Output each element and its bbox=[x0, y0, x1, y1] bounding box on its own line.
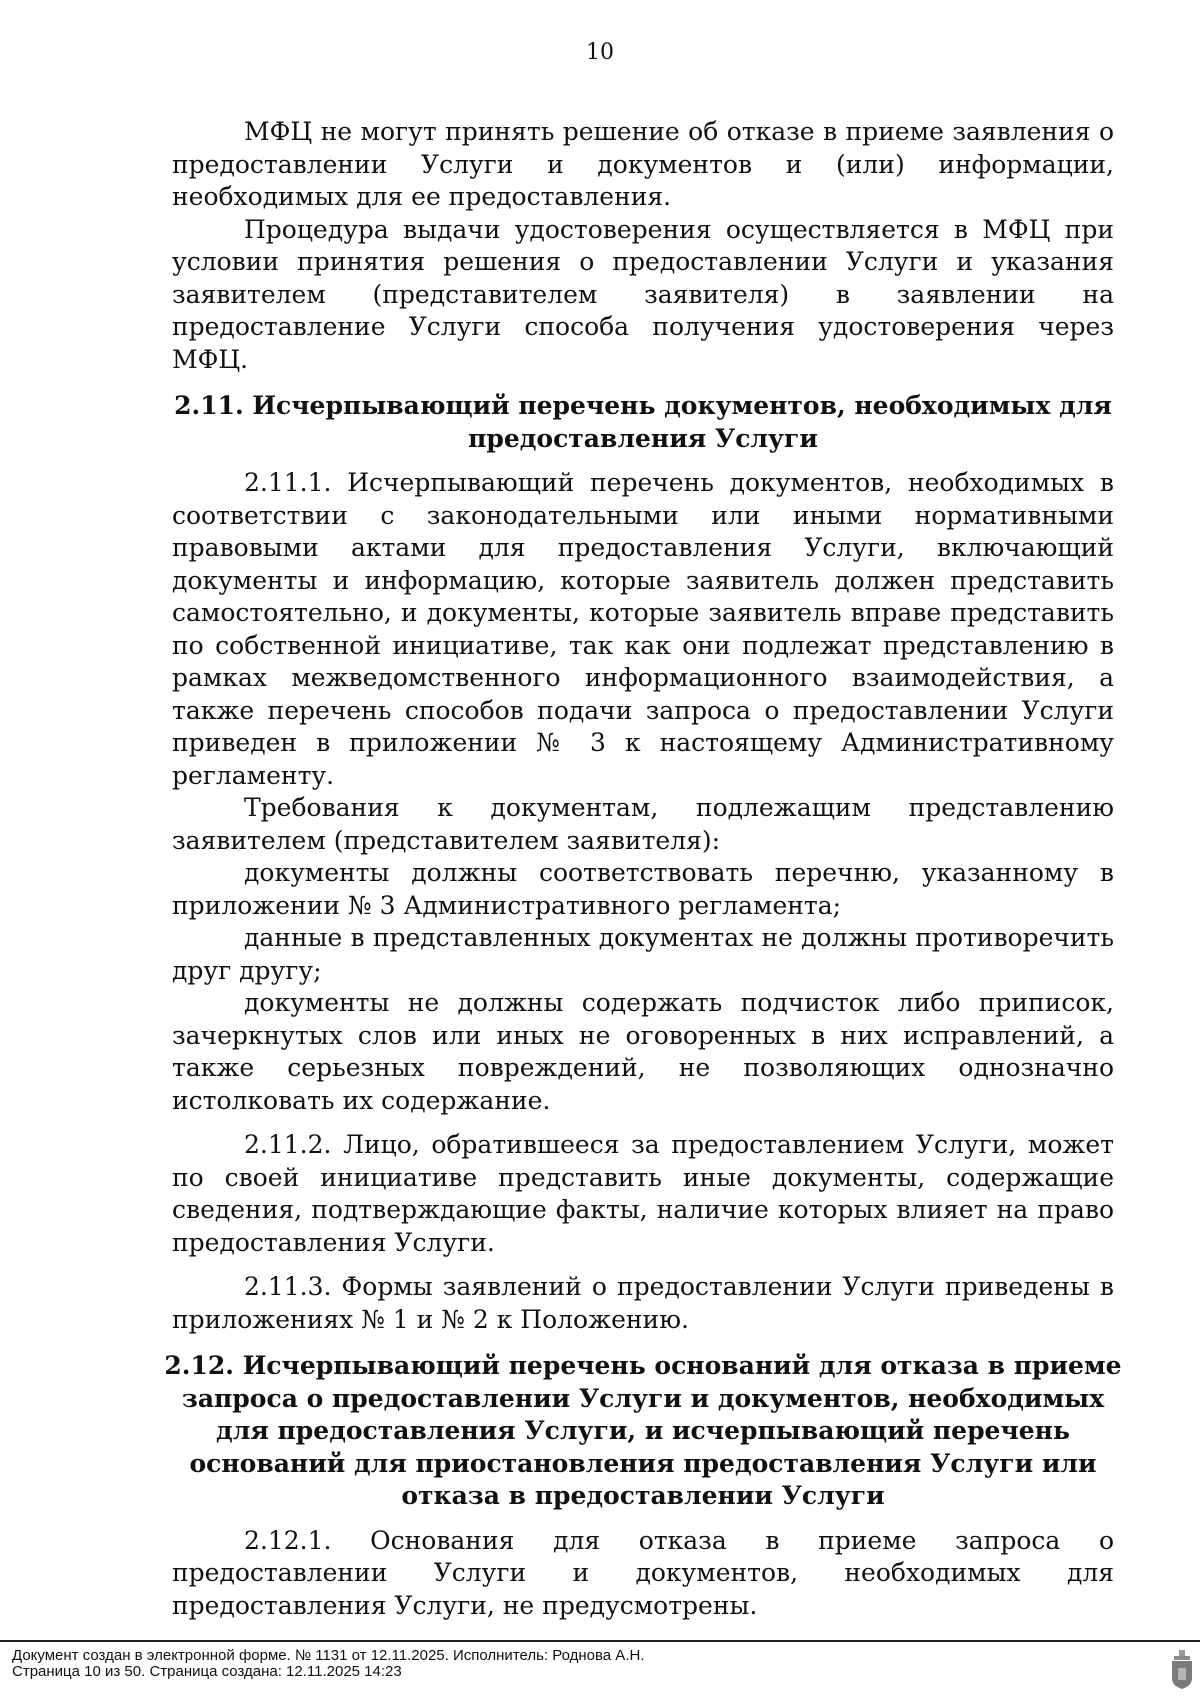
paragraph: Процедура выдачи удостоверения осуществляется в МФЦ при условии принятия решения о предоставлении Услуги и указания заявителем (представителем заявителя) в заявлении на предоставление Услуги способа получения удостоверения через МФЦ. bbox=[172, 214, 1114, 374]
paragraph: 2.11.2. Лицо, обратившееся за предоставлением Услуги, может по своей инициативе представить иные документы, содержащие сведения, подтверждающие факты, наличие которых влияет на право предоставления Услуги. bbox=[172, 1130, 1114, 1257]
coat-of-arms-icon bbox=[1170, 1650, 1194, 1690]
footer-text bbox=[12, 1648, 644, 1680]
section-heading-2-12: 2.12. Исчерпывающий перечень оснований для отказа в приеме запроса о предоставлении Услуги и документов, необходимых для предоставления Услуги, и исчерпывающий перечень оснований для приостановления предоставления Услуги или отказа в предоставлении Услуги bbox=[164, 1351, 1122, 1510]
paragraph: Требования к документам, подлежащим представлению заявителем (представителем заявителя): bbox=[172, 793, 1114, 855]
document-footer bbox=[0, 1640, 1200, 1700]
footer-line-1: Документ создан в электронной форме. № 1131 от 12.11.2025. Исполнитель: Роднова А.Н. bbox=[12, 1647, 645, 1664]
paragraph: 2.11.3. Формы заявлений о предоставлении Услуги приведены в приложениях № 1 и № 2 к Положению. bbox=[172, 1272, 1114, 1334]
section-heading-2-11: 2.11. Исчерпывающий перечень документов, необходимых для предоставления Услуги bbox=[174, 391, 1112, 453]
paragraph: документы не должны содержать подчисток либо приписок, зачеркнутых слов или иных не оговоренных в них исправлений, а также серьезных повреждений, не позволяющих однозначно истолковать их содержание. bbox=[172, 988, 1114, 1115]
paragraph: 2.12.1. Основания для отказа в приеме запроса о предоставлении Услуги и документов, необходимых для предоставления Услуги, не предусмотрены. bbox=[172, 1525, 1114, 1620]
page-number: 10 bbox=[586, 40, 614, 65]
document-body bbox=[164, 116, 1122, 1622]
paragraph: 2.11.1. Исчерпывающий перечень документов, необходимых в соответствии с законодательными или иными нормативными правовыми актами для предоставления Услуги, включающий документы и информацию, которые заявитель должен представить самостоятельно, и документы, которые заявитель вправе представить по собственной инициативе, так как они подлежат представлению в рамках межведомственного информационного взаимодействия, а также перечень способов подачи запроса о предоставлении Услуги приведен в приложении № 3 к настоящему Административному регламенту. bbox=[172, 468, 1114, 790]
footer-line-2: Страница 10 из 50. Страница создана: 12.11.2025 14:23 bbox=[12, 1663, 402, 1680]
paragraph: МФЦ не могут принять решение об отказе в приеме заявления о предоставлении Услуги и документов и (или) информации, необходимых для ее предоставления. bbox=[172, 117, 1114, 211]
paragraph: данные в представленных документах не должны противоречить друг другу; bbox=[172, 923, 1114, 985]
paragraph: документы должны соответствовать перечню, указанному в приложении № 3 Административного регламента; bbox=[172, 858, 1114, 920]
